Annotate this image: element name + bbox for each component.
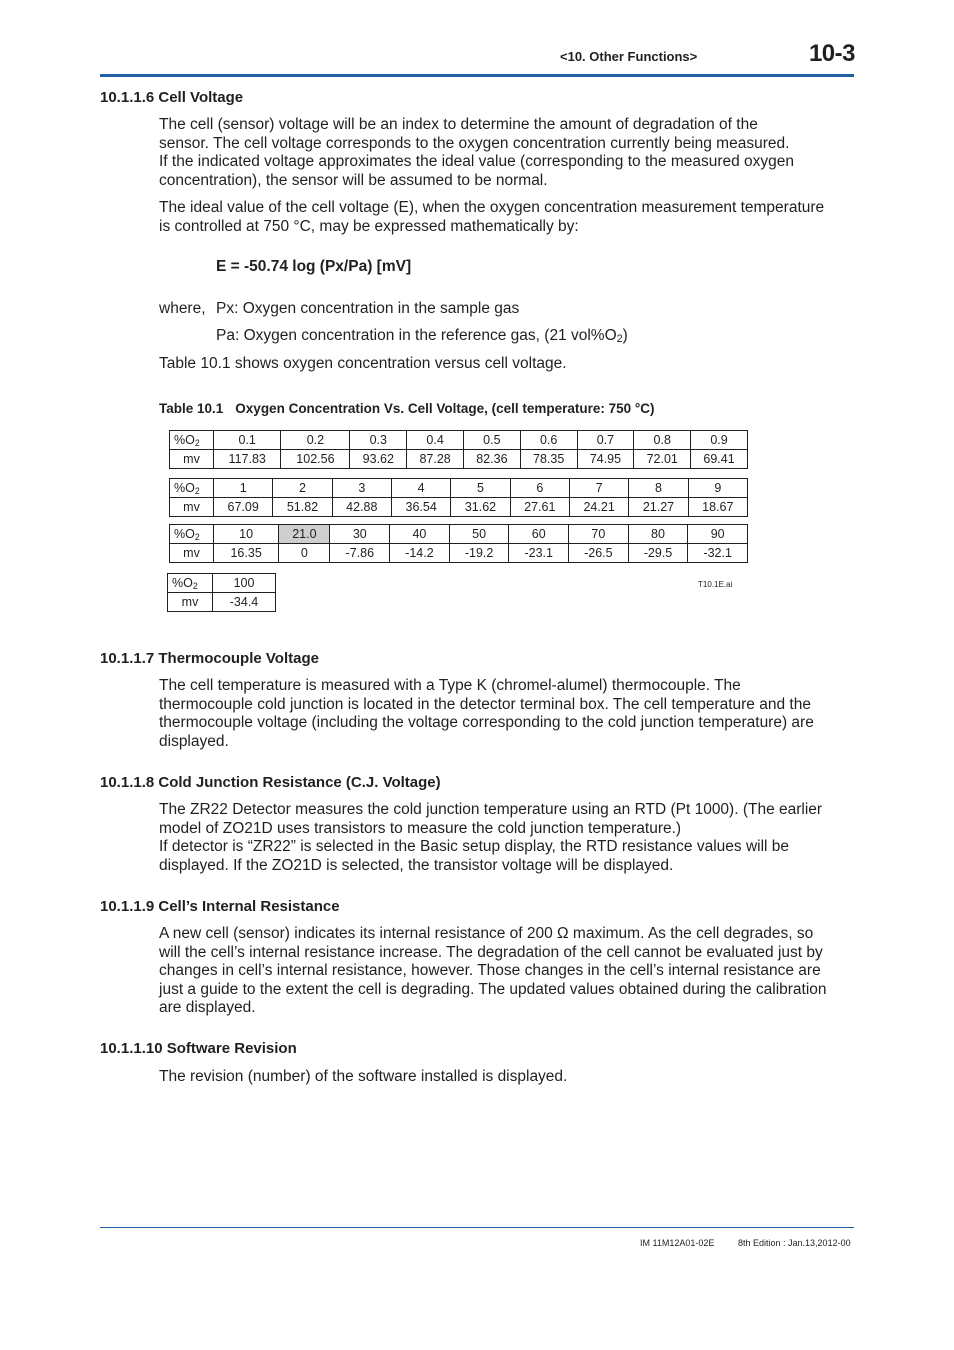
mv-row-label: mv	[168, 593, 213, 612]
voltage-table-block-1	[169, 430, 748, 469]
mv-row-label: mv	[170, 498, 214, 517]
cell-voltage-formula: E = -50.74 log (Px/Pa) [mV]	[216, 258, 412, 275]
mv-row	[170, 450, 748, 469]
mv-value-cell: 117.83	[214, 450, 281, 469]
mv-value-cell: 69.41	[691, 450, 748, 469]
edition-info: 8th Edition : Jan.13,2012-00	[738, 1238, 851, 1248]
mv-value-cell: 82.36	[463, 450, 520, 469]
footer-divider	[100, 1227, 854, 1228]
mv-value-cell: 42.88	[332, 498, 391, 517]
o2-value-cell: 0.4	[407, 431, 464, 450]
mv-value-cell: 78.35	[520, 450, 577, 469]
o2-value-cell: 80	[628, 525, 688, 544]
o2-row	[170, 431, 748, 450]
figure-label: T10.1E.ai	[698, 580, 733, 589]
o2-row-label: $\%O_2$	[170, 431, 214, 450]
mv-value-cell: -7.86	[330, 544, 390, 563]
o2-value-cell: 90	[688, 525, 748, 544]
o2-row	[170, 479, 748, 498]
section-heading-cold-junction: 10.1.1.8 Cold Junction Resistance (C.J. Voltage)	[100, 774, 441, 791]
mv-value-cell: -34.4	[213, 593, 276, 612]
px-definition: Px: Oxygen concentration in the sample gas	[216, 300, 520, 317]
o2-value-cell: 0.3	[350, 431, 407, 450]
o2-value-cell: 4	[391, 479, 450, 498]
o2-row	[170, 525, 748, 544]
o2-row-label: $\%O_2$	[170, 525, 214, 544]
o2-value-cell: 5	[451, 479, 510, 498]
pa-definition: Pa: Oxygen concentration in the reference gas, (21 $vol\%O_2$)	[216, 327, 628, 345]
mv-value-cell: 36.54	[391, 498, 450, 517]
mv-value-cell: 21.27	[629, 498, 688, 517]
mv-value-cell: 31.62	[451, 498, 510, 517]
o2-value-cell: 70	[569, 525, 629, 544]
o2-value-cell: 30	[330, 525, 390, 544]
o2-value-cell: 100	[213, 574, 276, 593]
mv-value-cell: -32.1	[688, 544, 748, 563]
where-label: where,	[159, 300, 206, 317]
mv-row-label: mv	[170, 450, 214, 469]
o2-value-cell: 8	[629, 479, 688, 498]
o2-value-cell: 10	[214, 525, 279, 544]
section-heading-software-revision: 10.1.1.10 Software Revision	[100, 1040, 297, 1057]
mv-value-cell: 27.61	[510, 498, 569, 517]
o2-value-cell: 2	[273, 479, 332, 498]
o2-row-label: $\%O_2$	[170, 479, 214, 498]
o2-value-cell: 0.1	[214, 431, 281, 450]
mv-value-cell: -14.2	[390, 544, 450, 563]
mv-value-cell: 93.62	[350, 450, 407, 469]
voltage-table-block-4	[167, 573, 276, 612]
page-number: 10-3	[808, 40, 855, 67]
mv-value-cell: 24.21	[569, 498, 628, 517]
document-number: IM 11M12A01-02E	[640, 1238, 715, 1248]
o2-row	[168, 574, 276, 593]
internal-resistance-paragraph: A new cell (sensor) indicates its internal resistance of 200 Ω maximum. As the cell degrades, so will the cell’s internal resistance increase. The degradation of the cell cannot be evaluated just by changes in cell’s internal resistance, however. Those changes in the cell’s internal resistance are just a guide to the extent the cell is degrading. The updated values obtained during the calibration are displayed.	[159, 925, 827, 1016]
mv-value-cell: 74.95	[577, 450, 634, 469]
mv-value-cell: 102.56	[281, 450, 350, 469]
mv-row	[170, 498, 748, 517]
cold-junction-paragraph: The ZR22 Detector measures the cold junction temperature using an RTD (Pt 1000). (The earlier model of ZO21D uses transistors to measure the cold junction temperature.) If detector is “ZR22” is selected in the Basic setup display, the RTD resistance values will be displayed. If the ZO21D is selected, the transistor voltage will be displayed.	[159, 801, 823, 874]
section-heading-cell-voltage: 10.1.1.6 Cell Voltage	[100, 89, 244, 106]
mv-row	[170, 544, 748, 563]
mv-value-cell: 51.82	[273, 498, 332, 517]
o2-value-cell: 6	[510, 479, 569, 498]
table-reference: Table 10.1 shows oxygen concentration versus cell voltage.	[159, 355, 567, 372]
o2-value-cell: 0.5	[463, 431, 520, 450]
cell-voltage-paragraph-1: The cell (sensor) voltage will be an index to determine the amount of degradation of the sensor. The cell voltage corresponds to the oxygen concentration currently being measured. If the indicated voltage approximates the ideal value (corresponding to the measured oxygen concentration), the sensor will be assumed to be normal.	[159, 116, 795, 189]
table-caption: Table 10.1 Oxygen Concentration Vs. Cell Voltage, (cell temperature: 750 °C)	[159, 401, 655, 416]
software-revision-paragraph: The revision (number) of the software installed is displayed.	[159, 1068, 568, 1085]
mv-value-cell: 87.28	[407, 450, 464, 469]
mv-value-cell: -29.5	[628, 544, 688, 563]
o2-value-cell: 1	[214, 479, 273, 498]
o2-value-cell: 21.0	[279, 525, 330, 544]
thermocouple-paragraph: The cell temperature is measured with a Type K (chromel-alumel) thermocouple. The thermocouple cold junction is located in the detector terminal box. The cell temperature and the thermocouple voltage (including the voltage corresponding to the cold junction temperature) are displayed.	[159, 677, 814, 750]
mv-value-cell: 67.09	[214, 498, 273, 517]
o2-value-cell: 7	[569, 479, 628, 498]
mv-value-cell: -26.5	[569, 544, 629, 563]
voltage-table-block-2	[169, 478, 748, 517]
o2-value-cell: 3	[332, 479, 391, 498]
mv-value-cell: 18.67	[688, 498, 747, 517]
o2-row-label: $\%O_2$	[168, 574, 213, 593]
o2-value-cell: 60	[509, 525, 569, 544]
mv-value-cell: 72.01	[634, 450, 691, 469]
o2-value-cell: 40	[390, 525, 450, 544]
section-heading-internal-resistance: 10.1.1.9 Cell’s Internal Resistance	[100, 898, 340, 915]
header-divider	[100, 74, 854, 77]
mv-value-cell: 16.35	[214, 544, 279, 563]
mv-value-cell: -23.1	[509, 544, 569, 563]
mv-value-cell: -19.2	[449, 544, 509, 563]
o2-value-cell: 0.7	[577, 431, 634, 450]
o2-value-cell: 0.6	[520, 431, 577, 450]
cell-voltage-paragraph-2: The ideal value of the cell voltage (E), when the oxygen concentration measurement temperature is controlled at 750 °C, may be expressed mathematically by:	[159, 199, 825, 235]
mv-value-cell: 0	[279, 544, 330, 563]
o2-value-cell: 9	[688, 479, 747, 498]
mv-row-label: mv	[170, 544, 214, 563]
chapter-title: <10. Other Functions>	[560, 49, 698, 64]
o2-value-cell: 0.9	[691, 431, 748, 450]
o2-value-cell: 0.2	[281, 431, 350, 450]
o2-value-cell: 50	[449, 525, 509, 544]
voltage-table-block-3	[169, 524, 748, 563]
section-heading-thermocouple: 10.1.1.7 Thermocouple Voltage	[100, 650, 319, 667]
mv-row	[168, 593, 276, 612]
o2-value-cell: 0.8	[634, 431, 691, 450]
